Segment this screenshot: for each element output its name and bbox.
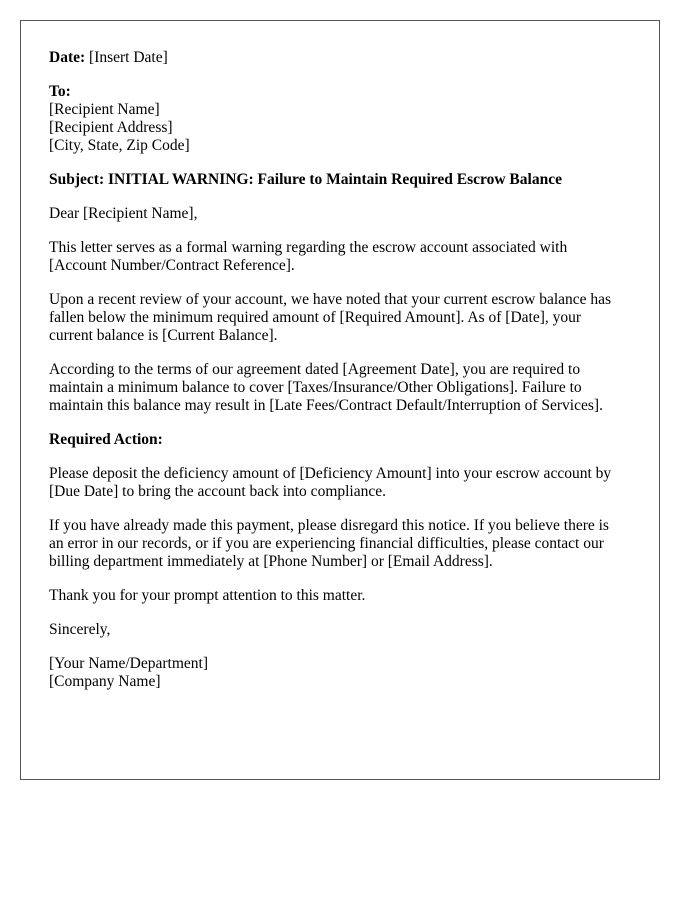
signature-company: [Company Name] <box>49 673 161 690</box>
paragraph-line: billing department immediately at [Phone Number] or [Email Address]. <box>49 553 493 570</box>
paragraph-thanks <box>49 587 631 605</box>
paragraph-line: current balance is [Current Balance]. <box>49 327 278 344</box>
closing: Sincerely, <box>49 621 111 638</box>
paragraph-line: maintain a minimum balance to cover [Taxes/Insurance/Other Obligations]. Failure to <box>49 379 582 396</box>
date-value: [Insert Date] <box>89 49 168 66</box>
signature-name: [Your Name/Department] <box>49 655 208 672</box>
paragraph-line: This letter serves as a formal warning regarding the escrow account associated with <box>49 239 568 256</box>
date-line <box>49 49 631 67</box>
paragraph-line: According to the terms of our agreement dated [Agreement Date], you are required to <box>49 361 581 378</box>
paragraph-line: Thank you for your prompt attention to this matter. <box>49 587 366 604</box>
paragraph-line: If you have already made this payment, please disregard this notice. If you believe there is <box>49 517 609 534</box>
paragraph-line: Upon a recent review of your account, we have noted that your current escrow balance has <box>49 291 612 308</box>
paragraph-line: an error in our records, or if you are experiencing financial difficulties, please contact our <box>49 535 604 552</box>
paragraph-line: [Account Number/Contract Reference]. <box>49 257 295 274</box>
paragraph-line: [Due Date] to bring the account back into compliance. <box>49 483 386 500</box>
recipient-name: [Recipient Name] <box>49 101 160 118</box>
paragraph-line: maintain this balance may result in [Late Fees/Contract Default/Interruption of Services]. <box>49 397 603 414</box>
date-label: Date: <box>49 49 86 66</box>
paragraph-terms <box>49 361 631 415</box>
recipient-city: [City, State, Zip Code] <box>49 137 190 154</box>
paragraph-review <box>49 291 631 345</box>
paragraph-disregard <box>49 517 631 571</box>
recipient-address: [Recipient Address] <box>49 119 173 136</box>
warning-letter <box>20 20 660 780</box>
paragraph-line: Please deposit the deficiency amount of [Deficiency Amount] into your escrow account by <box>49 465 612 482</box>
paragraph-intro <box>49 239 631 275</box>
paragraph-deposit <box>49 465 631 501</box>
required-action-heading: Required Action: <box>49 431 163 448</box>
to-label: To: <box>49 83 71 100</box>
signature-block <box>49 655 631 691</box>
paragraph-line: fallen below the minimum required amount of [Required Amount]. As of [Date], your <box>49 309 582 326</box>
recipient-block <box>49 83 631 155</box>
salutation: Dear [Recipient Name], <box>49 205 198 222</box>
subject-line: Subject: INITIAL WARNING: Failure to Maintain Required Escrow Balance <box>49 171 562 188</box>
